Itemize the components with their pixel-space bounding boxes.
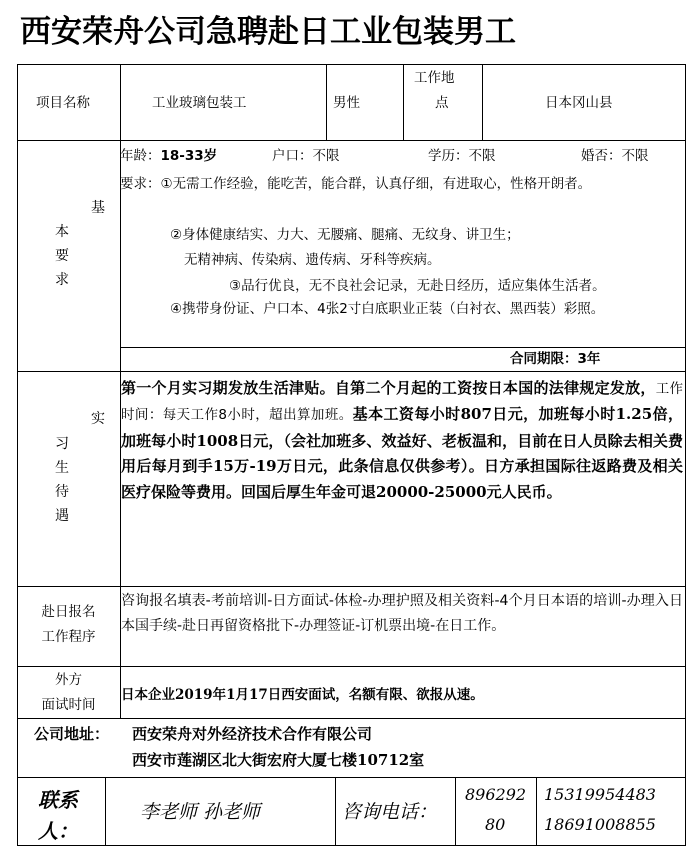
contact-label-cont: 人：: [38, 819, 78, 843]
company-address: 西安市莲湖区北大街宏府大厦七楼10712室: [132, 751, 425, 769]
procedure-label: 赴日报名: [41, 604, 96, 620]
phone-number-b: 15319954483: [544, 785, 656, 804]
contact-teachers: 李老师 孙老师: [140, 801, 261, 823]
requirement-3: ③品行优良，无不良社会记录，无赴日经历，适应集体生活者。: [229, 278, 606, 294]
treatment-text: 第一个月实习期发放生活津贴。自第二个月起的工资按日本国的法律规定发放，工作时间：每天工作8小时，超出算加班。基本工资每小时807日元，加班每小时1.25倍，加班每小时1008日元，（会社加班多、效益好、老板温和，目前在日人员除去相关费用后每月到手15万-19万日元，此条信息仅供参考）。日方承担国际往返路费及相关医疗保险等费用。回国后厚生年金可退20000-25000元人民币。: [121, 379, 683, 501]
age-value: 18-33岁: [160, 148, 218, 164]
contract-period: 合同期限：3年: [510, 351, 601, 367]
interview-label: 外方: [55, 672, 82, 688]
phone-number-a-cont: 80: [485, 815, 506, 834]
age-label: 年龄：18-33岁: [120, 148, 218, 164]
requirement-2: ②身体健康结实、力大、无腰痛、腿痛、无纹身、讲卫生；: [170, 227, 520, 243]
location-label-cont: 点: [435, 95, 449, 111]
page-title: 西安荣舟公司急聘赴日工业包装男工: [20, 14, 516, 50]
marriage-field: 婚否：不限: [581, 148, 649, 164]
phone-label: 咨询电话：: [342, 801, 438, 823]
work-hours: 工作时间：每天工作8小时，超出算加班。: [121, 381, 683, 424]
address-label: 公司地址：: [34, 725, 110, 743]
phone-number-c: 18691008855: [544, 815, 656, 834]
phone-number-a: 896292: [465, 785, 527, 804]
project-name-value: 工业玻璃包装工: [152, 95, 247, 111]
requirement-1: 要求：①无需工作经验，能吃苦，能合群，认真仔细，有进取心，性格开朗者。: [120, 176, 592, 192]
location-label: 工作地: [414, 70, 455, 86]
project-name-label: 项目名称: [36, 95, 90, 111]
education-field: 学历：不限: [428, 148, 496, 164]
hukou-field: 户口：不限: [272, 148, 340, 164]
gender-value: 男性: [333, 95, 360, 111]
requirement-2-cont: 无精神病、传染病、遗传病、牙科等疾病。: [184, 252, 441, 268]
interview-label-cont: 面试时间: [41, 697, 96, 713]
procedure-text: 咨询报名填表-考前培训-日方面试-体检-办理护照及相关资料-4个月日本语的培训-办理入日本国手续-赴日再留资格批下-办理签证-订机票出境-在日工作。: [121, 593, 683, 634]
interview-text: 日本企业2019年1月17日西安面试，名额有限、欲报从速。: [121, 687, 484, 703]
contact-label: 联系: [38, 788, 78, 812]
company-name: 西安荣舟对外经济技术合作有限公司: [132, 725, 373, 743]
location-value: 日本冈山县: [545, 95, 613, 111]
procedure-label-cont: 工作程序: [41, 629, 96, 645]
requirement-4: ④携带身份证、户口本、4张2寸白底职业正装（白衬衣、黑西装）彩照。: [170, 301, 605, 317]
